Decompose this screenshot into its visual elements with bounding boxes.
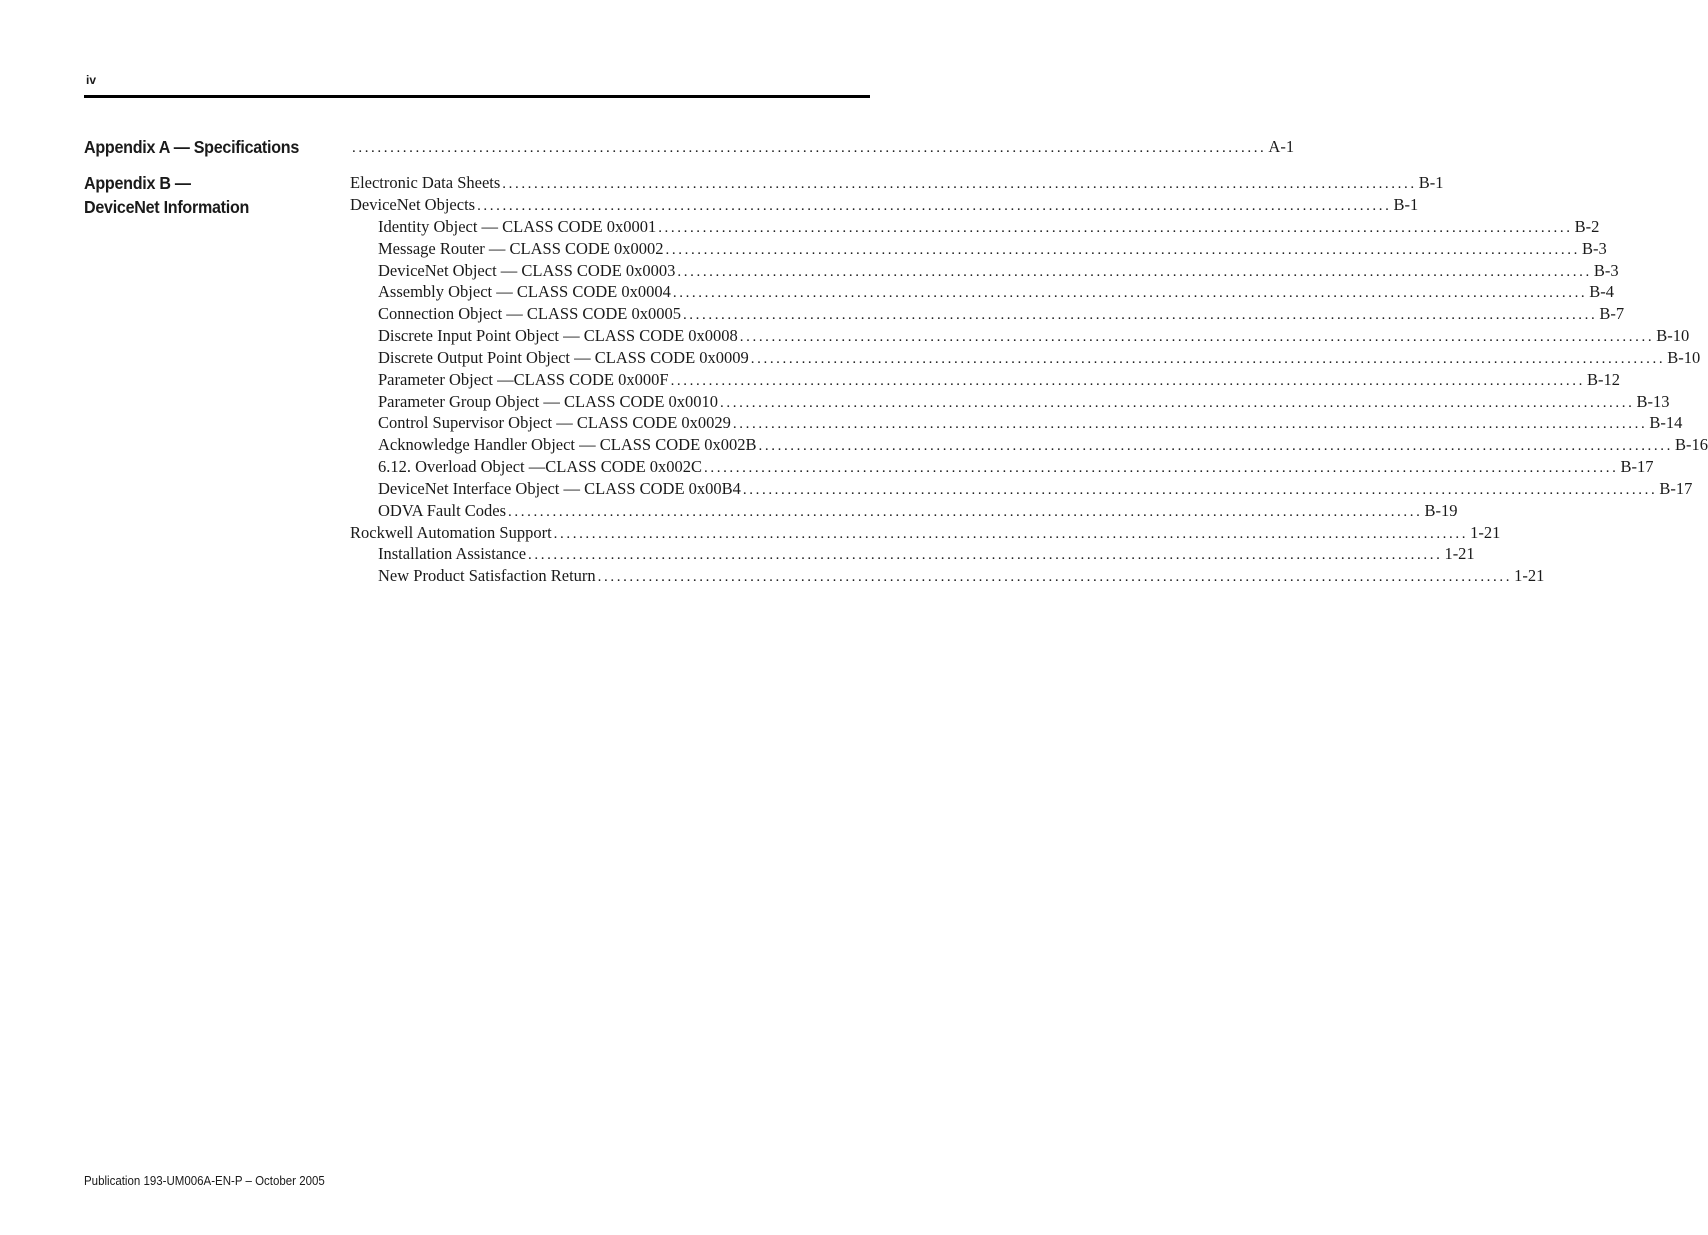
toc-entry-parameter-group-object[interactable] (378, 391, 1670, 413)
dot-leader: ................................................................................................................................................ (742, 482, 1658, 498)
dot-leader: ................................................................................................................................................ (682, 307, 1598, 323)
dot-leader: ................................................................................................................................................ (750, 351, 1666, 367)
toc-entry-title: New Product Satisfaction Return (378, 566, 596, 585)
toc-entry-page: B-3 (1581, 239, 1607, 258)
toc-entry-new-product-satisfaction-return[interactable] (378, 565, 1545, 587)
dot-leader: ................................................................................................................................................ (658, 220, 1573, 236)
toc-entry-odva-fault-codes[interactable] (378, 500, 1458, 522)
dot-leader: ................................................................................................................................................ (553, 526, 1469, 542)
dot-leader: ................................................................................................................................................ (352, 140, 1267, 156)
toc-entry-title: Parameter Group Object — CLASS CODE 0x0010 (378, 392, 719, 411)
dot-leader: ................................................................................................................................................ (720, 395, 1635, 411)
toc-entry-control-supervisor-object[interactable] (378, 412, 1683, 434)
toc-entry-title: DeviceNet Objects (350, 195, 476, 214)
toc-entry-page: B-12 (1586, 370, 1620, 389)
toc-entry-discrete-input-point-object[interactable] (378, 325, 1690, 347)
toc-entry-page: B-17 (1620, 457, 1654, 476)
toc-entry-title: Acknowledge Handler Object — CLASS CODE 0x002B (378, 435, 757, 454)
toc-entry-page: B-10 (1656, 326, 1690, 345)
toc-entry-title: Electronic Data Sheets (350, 173, 501, 192)
toc-entry-devicenet-objects[interactable] (350, 194, 1419, 216)
header-rule (84, 95, 870, 98)
toc-entry-page: B-10 (1667, 348, 1701, 367)
toc-entry-page: B-1 (1393, 195, 1419, 214)
appendix-b-heading-line1: Appendix B — (84, 173, 191, 193)
dot-leader: ................................................................................................................................................ (677, 264, 1592, 280)
publication-footer: Publication 193-UM006A-EN-P – October 2005 (84, 1174, 325, 1188)
appendix-a-heading[interactable]: Appendix A — Specifications (84, 137, 300, 157)
dot-leader: ................................................................................................................................................ (670, 373, 1585, 389)
toc-entry-identity-object[interactable] (378, 216, 1600, 238)
dot-leader: ................................................................................................................................................ (732, 416, 1648, 432)
dot-leader: ................................................................................................................................................ (477, 198, 1392, 214)
toc-entry-page: 1-21 (1514, 566, 1545, 585)
toc-entry-devicenet-object[interactable] (378, 260, 1619, 282)
toc-entry-page: A-1 (1268, 137, 1295, 156)
dot-leader: ................................................................................................................................................ (502, 176, 1417, 192)
toc-entry-message-router[interactable] (378, 238, 1607, 260)
toc-entry-page: B-13 (1636, 392, 1670, 411)
toc-entry-page: B-19 (1424, 501, 1458, 520)
toc-entry-acknowledge-handler-object[interactable] (378, 434, 1708, 456)
toc-entry-overload-object[interactable] (378, 456, 1654, 478)
toc-entry-page: 1-21 (1444, 544, 1475, 563)
toc-entry-page: B-14 (1649, 413, 1683, 432)
toc-entry-title: DeviceNet Interface Object — CLASS CODE 0x00B4 (378, 479, 741, 498)
toc-entry-title: Parameter Object —CLASS CODE 0x000F (378, 370, 669, 389)
toc-entry-page: B-2 (1574, 217, 1600, 236)
toc-entry-title: Discrete Output Point Object — CLASS CODE 0x0009 (378, 348, 749, 367)
toc-entry-title: Identity Object — CLASS CODE 0x0001 (378, 217, 657, 236)
dot-leader: ................................................................................................................................................ (739, 329, 1655, 345)
toc-entry-title: DeviceNet Object — CLASS CODE 0x0003 (378, 261, 676, 280)
toc-entry-assembly-object[interactable] (378, 281, 1615, 303)
toc-entry-installation-assistance[interactable] (378, 543, 1475, 565)
toc-entry-electronic-data-sheets[interactable] (350, 172, 1444, 194)
toc-entry-page: B-1 (1418, 173, 1444, 192)
toc-entry-title: Control Supervisor Object — CLASS CODE 0x0029 (378, 413, 731, 432)
dot-leader: ................................................................................................................................................ (758, 438, 1673, 454)
page-number: iv (86, 73, 97, 87)
toc-entry-title: 6.12. Overload Object —CLASS CODE 0x002C (378, 457, 703, 476)
toc-entry-page: B-16 (1674, 435, 1708, 454)
toc-entry-page: B-3 (1593, 261, 1619, 280)
toc-entry-title: ODVA Fault Codes (378, 501, 507, 520)
toc-entry-rockwell-automation-support[interactable] (350, 522, 1501, 544)
dot-leader: ................................................................................................................................................ (665, 242, 1580, 258)
toc-entry-title: Rockwell Automation Support (350, 523, 552, 542)
toc-entry-discrete-output-point-object[interactable] (378, 347, 1701, 369)
toc-entry-parameter-object[interactable] (378, 369, 1620, 391)
appendix-b-heading[interactable] (84, 171, 249, 219)
toc-entry-page: B-17 (1659, 479, 1693, 498)
toc-entry-devicenet-interface-object[interactable] (378, 478, 1693, 500)
toc-entry-page: B-7 (1599, 304, 1625, 323)
dot-leader: ................................................................................................................................................ (528, 547, 1443, 563)
dot-leader: ................................................................................................................................................ (508, 504, 1423, 520)
appendix-b-heading-line2: DeviceNet Information (84, 197, 250, 217)
toc-entry-title: Connection Object — CLASS CODE 0x0005 (378, 304, 681, 323)
toc-entry-page: 1-21 (1470, 523, 1501, 542)
dot-leader: ................................................................................................................................................ (672, 285, 1588, 301)
toc-entry-connection-object[interactable] (378, 303, 1625, 325)
appendix-a-toc-entry[interactable] (350, 136, 1295, 158)
toc-entry-title: Message Router — CLASS CODE 0x0002 (378, 239, 664, 258)
toc-entry-title: Installation Assistance (378, 544, 527, 563)
toc-entry-title: Assembly Object — CLASS CODE 0x0004 (378, 282, 671, 301)
toc-entry-title: Discrete Input Point Object — CLASS CODE 0x0008 (378, 326, 738, 345)
dot-leader: ................................................................................................................................................ (597, 569, 1513, 585)
dot-leader: ................................................................................................................................................ (704, 460, 1619, 476)
toc-entry-page: B-4 (1589, 282, 1615, 301)
